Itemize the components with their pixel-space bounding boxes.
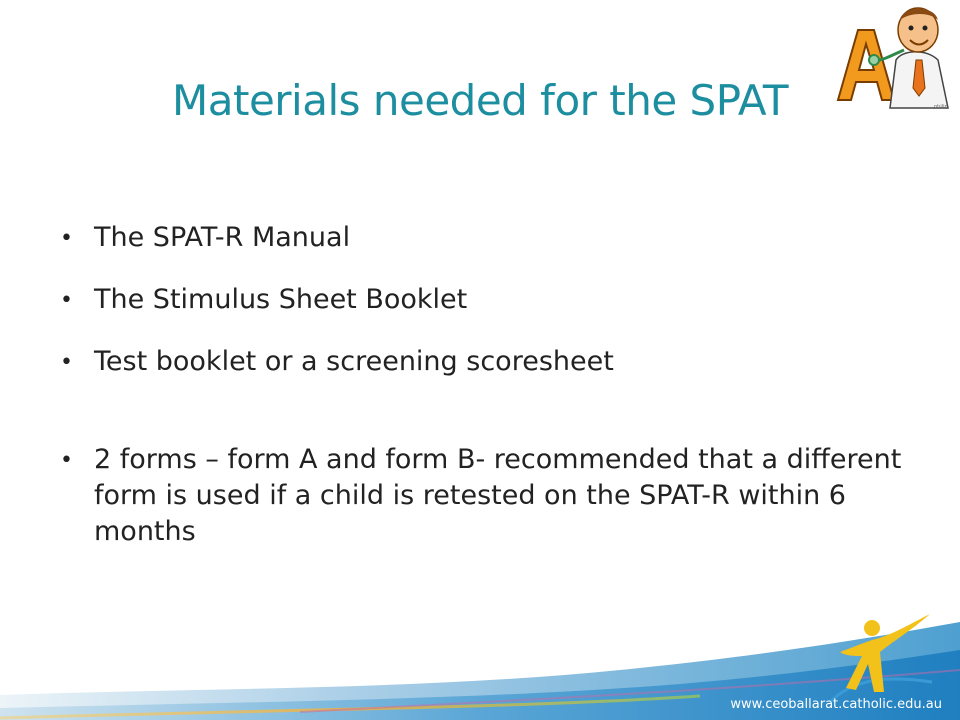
bullet-text: Test booklet or a screening scoresheet — [94, 346, 614, 377]
bullet-dot-icon: • — [60, 288, 73, 313]
bullet-dot-icon: • — [60, 226, 73, 251]
bullet-text: 2 forms – form A and form B- recommended that a different form is used if a child is retested on the SPAT-R within 6 months — [94, 444, 902, 547]
doctor-letter-a-clipart-icon — [830, 0, 960, 115]
bullet-list — [58, 220, 918, 576]
bullet-item — [58, 442, 918, 550]
ceo-ballarat-logo-icon — [820, 612, 935, 707]
bullet-dot-icon: • — [60, 448, 73, 473]
bullet-text: The SPAT-R Manual — [94, 222, 351, 253]
bullet-item — [58, 220, 918, 256]
slide-title: Materials needed for the SPAT — [172, 76, 788, 125]
footer-url: www.ceoballarat.catholic.edu.au — [730, 697, 942, 712]
bullet-item — [58, 344, 918, 380]
svg-text:philip: philip — [934, 104, 948, 110]
bullet-dot-icon: • — [60, 350, 73, 375]
bullet-text: The Stimulus Sheet Booklet — [94, 284, 468, 315]
bullet-item — [58, 282, 918, 318]
